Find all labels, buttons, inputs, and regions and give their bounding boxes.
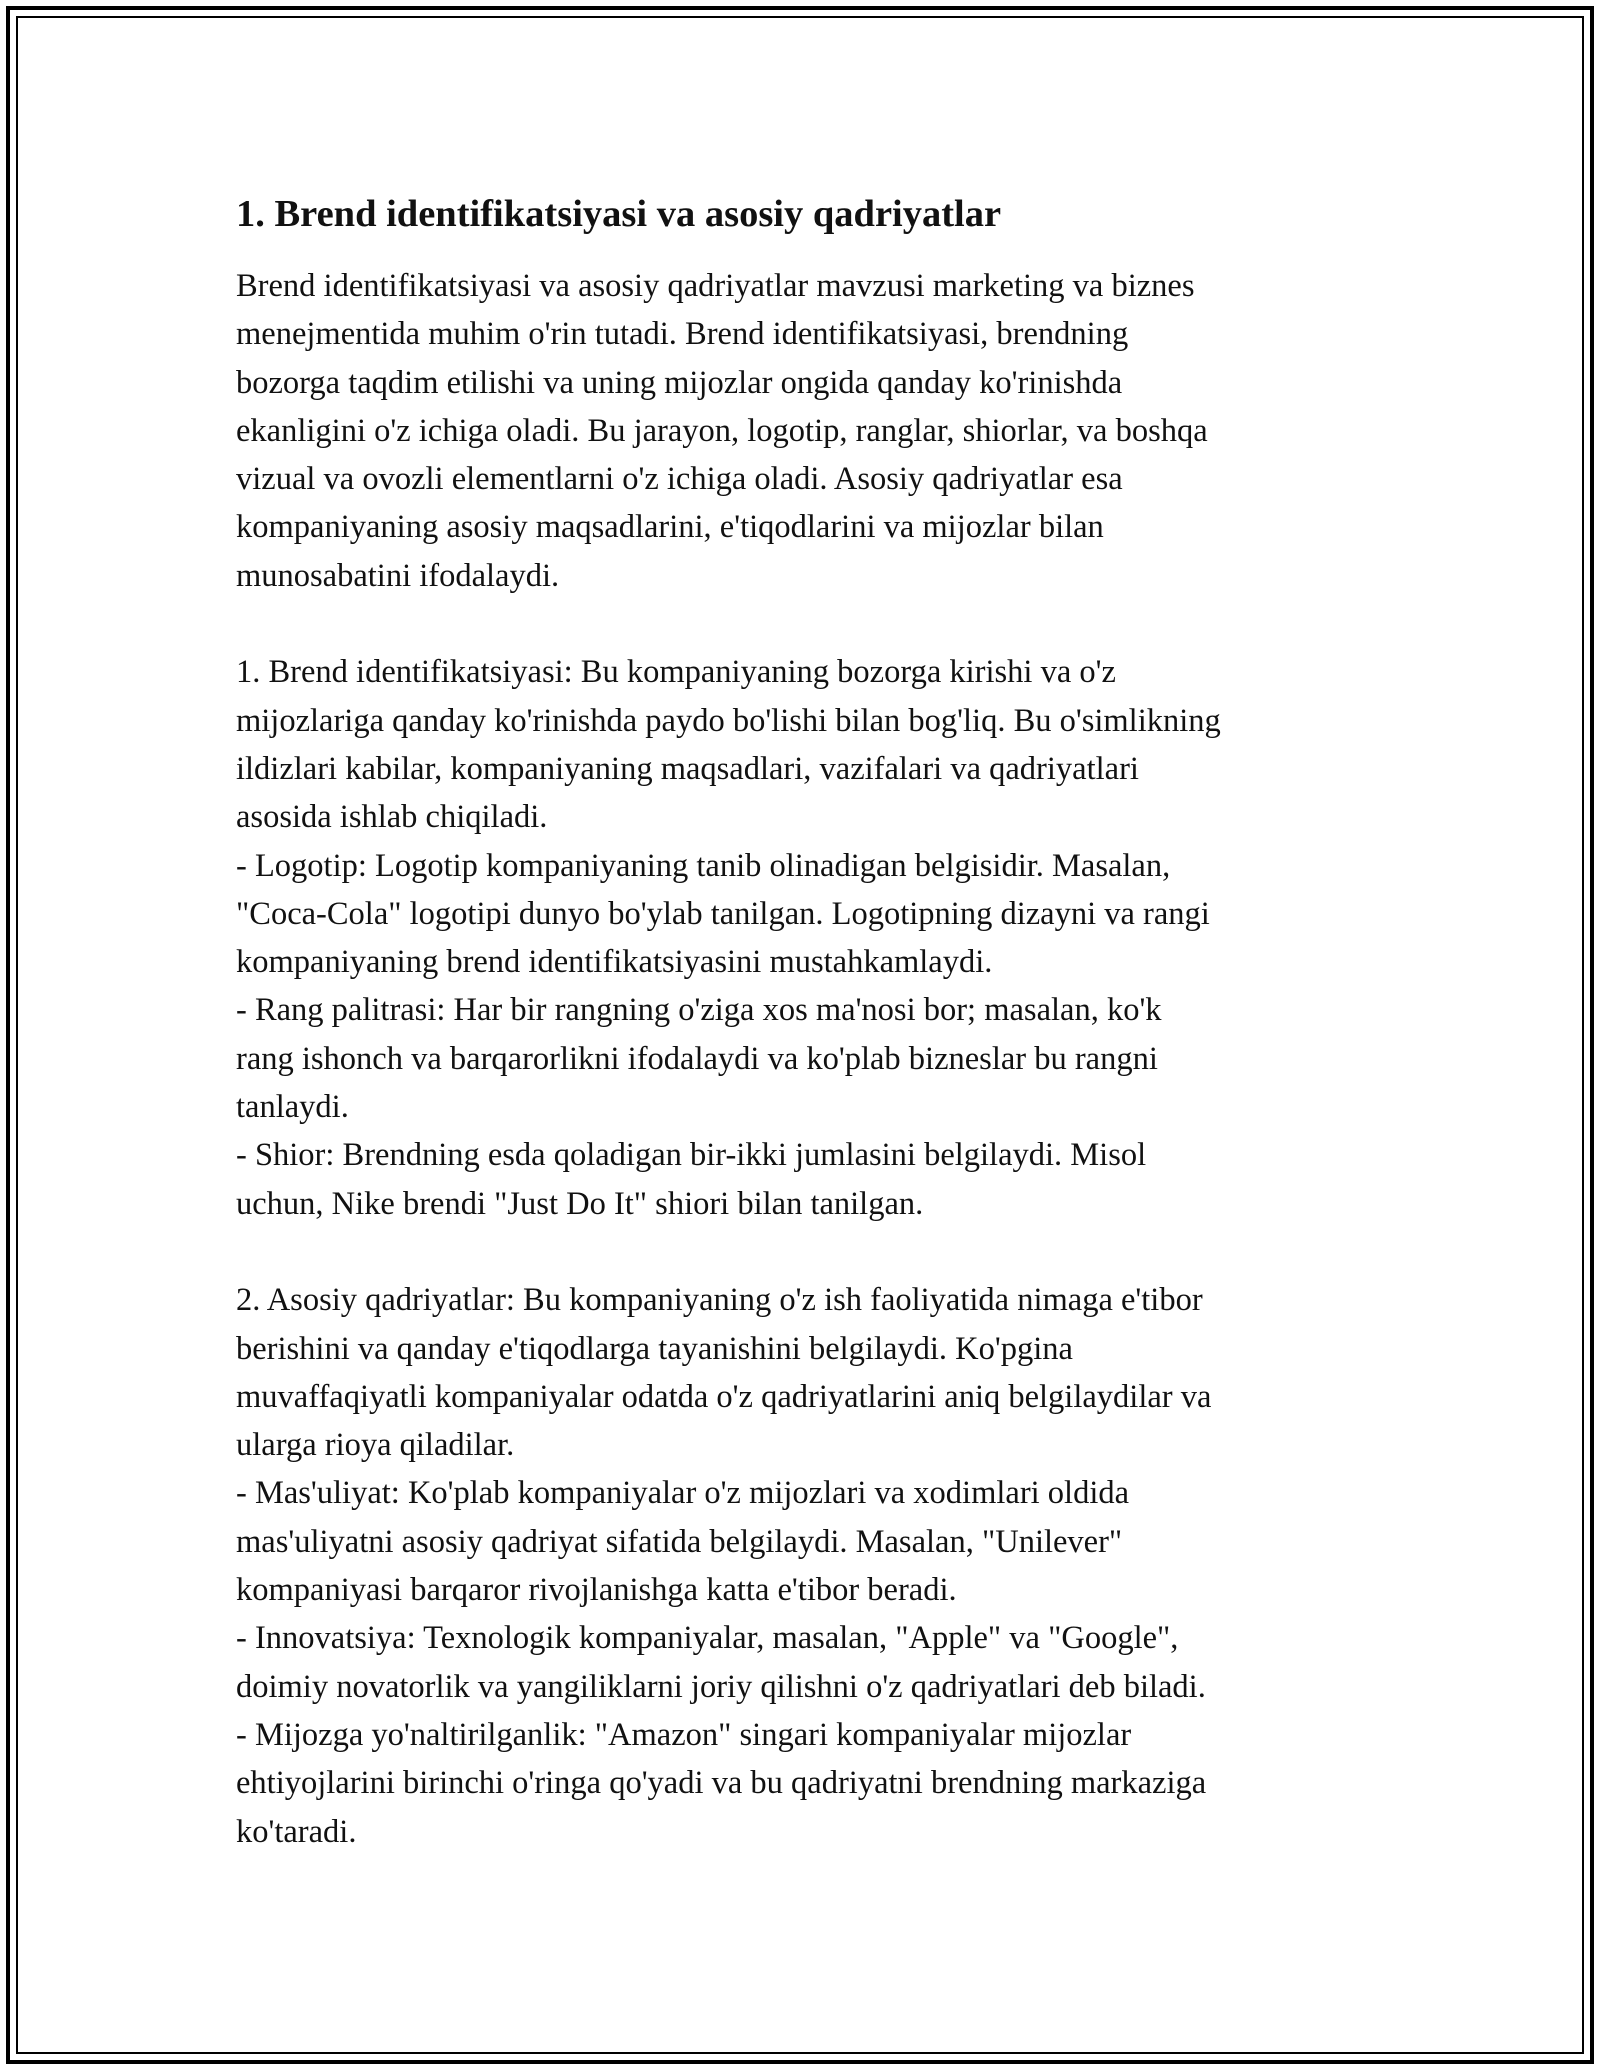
section-heading: 1. Brend identifikatsiyasi va asosiy qadriyatlar bbox=[236, 193, 1002, 235]
document-body bbox=[236, 188, 1356, 1856]
core-values-section: 2. Asosiy qadriyatlar: Bu kompaniyaning o'z ish faoliyatida nimaga e'tibor berishini va qanday e'tiqodlarga tayanishini belgilaydi. Ko'pgina muvaffaqiyatli kompaniyalar odatda o'z qadriyatlarini aniq belgilaydilar va ularga rioya qiladilar. - Mas'uliyat: Ko'plab kompaniyalar o'z mijozlari va xodimlari oldida mas'uliyatni asosiy qadriyat sifatida belgilaydi. Masalan, "Unilever" kompaniyasi barqaror rivojlanishga katta e'tibor beradi. - Innovatsiya: Texnologik kompaniyalar, masalan, "Apple" va "Google", doimiy novatorlik va yangiliklarni joriy qilishni o'z qadriyatlari deb biladi. - Mijozga yo'naltirilganlik: "Amazon" singari kompaniyalar mijozlar ehtiyojlarini birinchi o'ringa qo'yadi va bu qadriyatni brendning markaziga ko'taradi. bbox=[236, 1282, 1212, 1850]
paragraph-spacer bbox=[236, 1228, 1356, 1276]
brand-identity-section: 1. Brend identifikatsiyasi: Bu kompaniyaning bozorga kirishi va o'z mijozlariga qanday ko'rinishda paydo bo'lishi bilan bog'liq. Bu o'simlikning ildizlari kabilar, kompaniyaning maqsadlari, vazifalari va qadriyatlari asosida ishlab chiqiladi. - Logotip: Logotip kompaniyaning tanib olinadigan belgisidir. Masalan, "Coca-Cola" logotipi dunyo bo'ylab tanilgan. Logotipning dizayni va rangi kompaniyaning brend identifikatsiyasini mustahkamlaydi. - Rang palitrasi: Har bir rangning o'ziga xos ma'nosi bor; masalan, ko'k rang ishonch va barqarorlikni ifodalaydi va ko'plab bizneslar bu rangni tanlaydi. - Shior: Brendning esda qoladigan bir-ikki jumlasini belgilaydi. Misol uchun, Nike brendi "Just Do It" shiori bilan tanilgan. bbox=[236, 654, 1221, 1222]
intro-paragraph: Brend identifikatsiyasi va asosiy qadriyatlar mavzusi marketing va biznes menejmentida muhim o'rin tutadi. Brend identifikatsiyasi, brendning bozorga taqdim etilishi va uning mijozlar ongida qanday ko'rinishda ekanligini o'z ichiga oladi. Bu jarayon, logotip, ranglar, shiorlar, va boshqa vizual va ovozli elementlarni o'z ichiga oladi. Asosiy qadriyatlar esa kompaniyaning asosiy maqsadlarini, e'tiqodlarini va mijozlar bilan munosabatini ifodalaydi. bbox=[236, 268, 1208, 594]
paragraph-spacer bbox=[236, 600, 1356, 648]
